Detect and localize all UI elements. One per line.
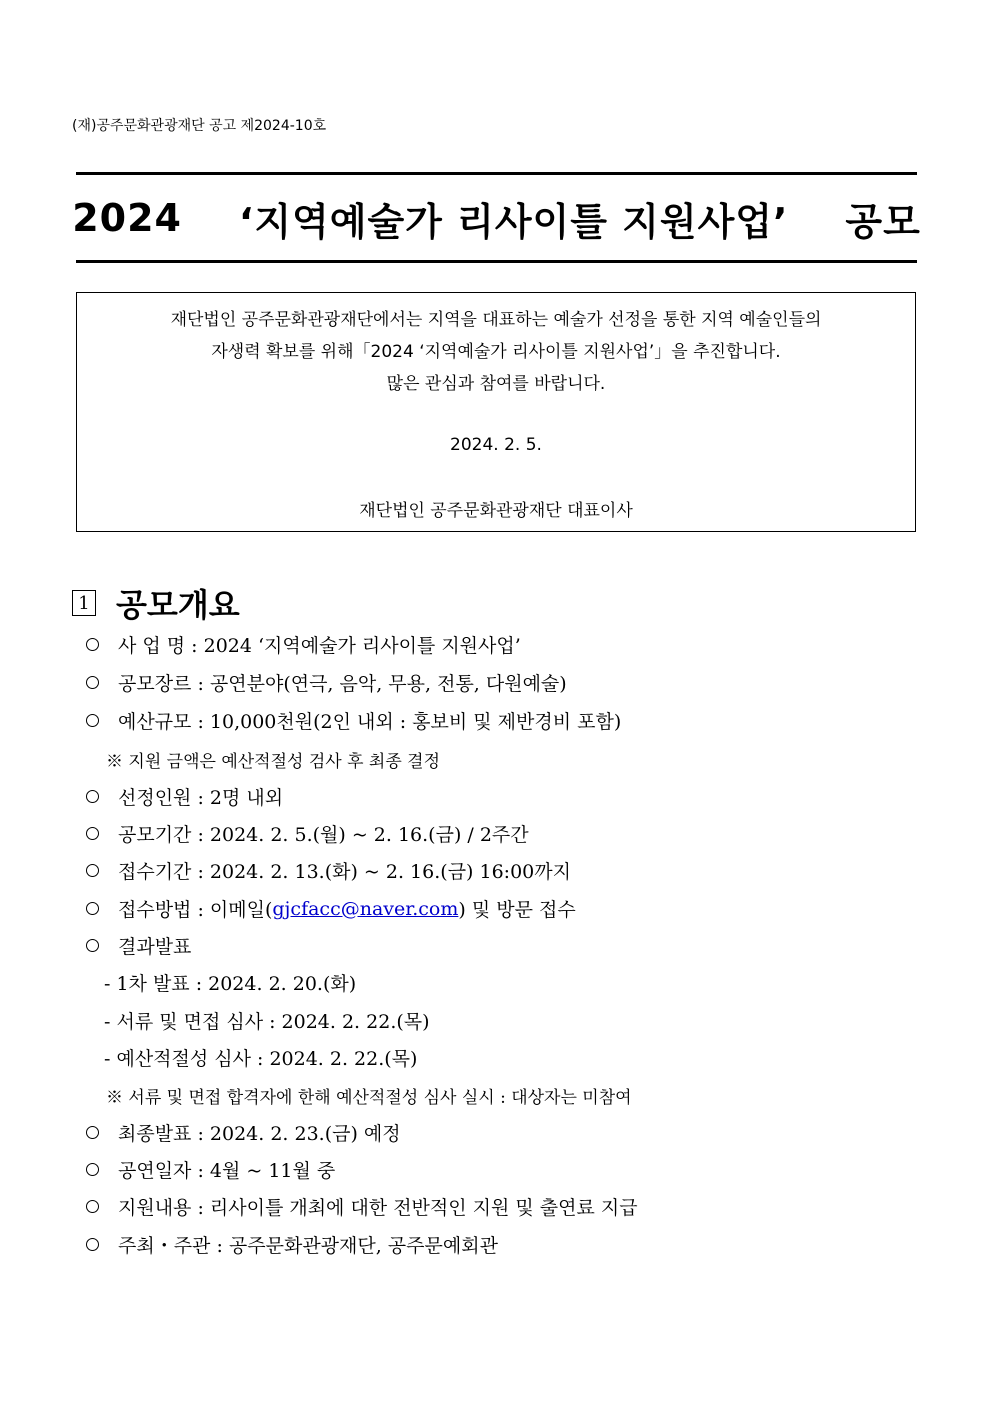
title-spacer-2 [788,196,845,240]
submission-prefix: 접수방법 : 이메일( [118,899,273,921]
submission-suffix: ) 및 방문 접수 [458,899,576,921]
intro-signature: 재단법인 공주문화관광재단 대표이사 [359,501,633,521]
list-item-genre [86,669,567,696]
list-item-organizers [86,1231,498,1258]
list-item-project-name [86,631,521,658]
section-title: 공모개요 [116,586,240,624]
circle-bullet-icon [86,1200,99,1213]
section-number-box: 1 [72,590,96,616]
email-link[interactable]: gjcfacc@naver.com [272,897,459,920]
title-suffix: 공모 [845,199,921,244]
list-item-text: 주최・주관 : 공주문화관광재단, 공주문예회관 [118,1235,498,1257]
list-item-reception-period [86,857,571,884]
circle-bullet-icon [86,902,99,915]
intro-date: 2024. 2. 5. [450,435,542,455]
circle-bullet-icon [86,638,99,651]
list-item-final-announcement [86,1119,401,1146]
title-program-name: ‘지역예술가 리사이틀 지원사업’ [238,199,789,244]
page-title [72,188,921,248]
intro-line-2: 자생력 확보를 위해「2024 ‘지역예술가 리사이틀 지원사업’」을 추진합니다. [211,342,781,362]
list-item-text: 공모기간 : 2024. 2. 5.(월) ~ 2. 16.(금) / 2주간 [118,824,529,846]
results-note: ※ 서류 및 면접 합격자에 한해 예산적절성 심사 실시 : 대상자는 미참여 [106,1088,632,1108]
list-item-text: 사 업 명 : 2024 ‘지역예술가 리사이틀 지원사업’ [118,635,521,657]
result-sub-interview: - 서류 및 면접 심사 : 2024. 2. 22.(목) [104,1011,430,1033]
circle-bullet-icon [86,1163,99,1176]
list-item-performance-dates [86,1156,335,1183]
budget-note: ※ 지원 금액은 예산적절성 검사 후 최종 결정 [106,752,441,772]
title-year: 2024 [72,196,182,240]
list-item-text: 지원내용 : 리사이틀 개최에 대한 전반적인 지원 및 출연료 지급 [118,1197,638,1219]
list-item-budget [86,707,621,734]
circle-bullet-icon [86,676,99,689]
result-sub-budget-review: - 예산적절성 심사 : 2024. 2. 22.(목) [104,1048,418,1070]
list-item-text: 공모장르 : 공연분야(연극, 음악, 무용, 전통, 다원예술) [118,673,567,695]
circle-bullet-icon [86,714,99,727]
intro-line-3: 많은 관심과 참여를 바랍니다. [386,374,606,394]
circle-bullet-icon [86,827,99,840]
list-item-results [86,932,191,959]
section-1-heading [72,580,240,626]
circle-bullet-icon [86,939,99,952]
list-item-text: 선정인원 : 2명 내외 [118,787,284,809]
title-spacer-1 [182,196,239,240]
list-item-application-period [86,820,529,847]
circle-bullet-icon [86,790,99,803]
intro-line-1: 재단법인 공주문화관광재단에서는 지역을 대표하는 예술가 선정을 통한 지역 예술인들의 [170,310,822,330]
list-item-text: 최종발표 : 2024. 2. 23.(금) 예정 [118,1123,401,1145]
list-item-selection-count [86,783,283,810]
list-item-submission-method [86,895,576,922]
circle-bullet-icon [86,1238,99,1251]
list-item-text: 예산규모 : 10,000천원(2인 내외 : 홍보비 및 제반경비 포함) [118,711,622,733]
circle-bullet-icon [86,1126,99,1139]
title-bottom-rule [76,260,917,263]
result-sub-first: - 1차 발표 : 2024. 2. 20.(화) [104,973,357,995]
notice-number: (재)공주문화관광재단 공고 제2024-10호 [72,118,327,134]
list-item-text: 결과발표 [118,936,192,958]
circle-bullet-icon [86,864,99,877]
title-top-rule [76,172,917,175]
list-item-text: 공연일자 : 4월 ~ 11월 중 [118,1160,336,1182]
intro-box [76,292,916,532]
list-item-text: 접수기간 : 2024. 2. 13.(화) ~ 2. 16.(금) 16:00까지 [118,861,571,883]
list-item-support-details [86,1193,638,1220]
